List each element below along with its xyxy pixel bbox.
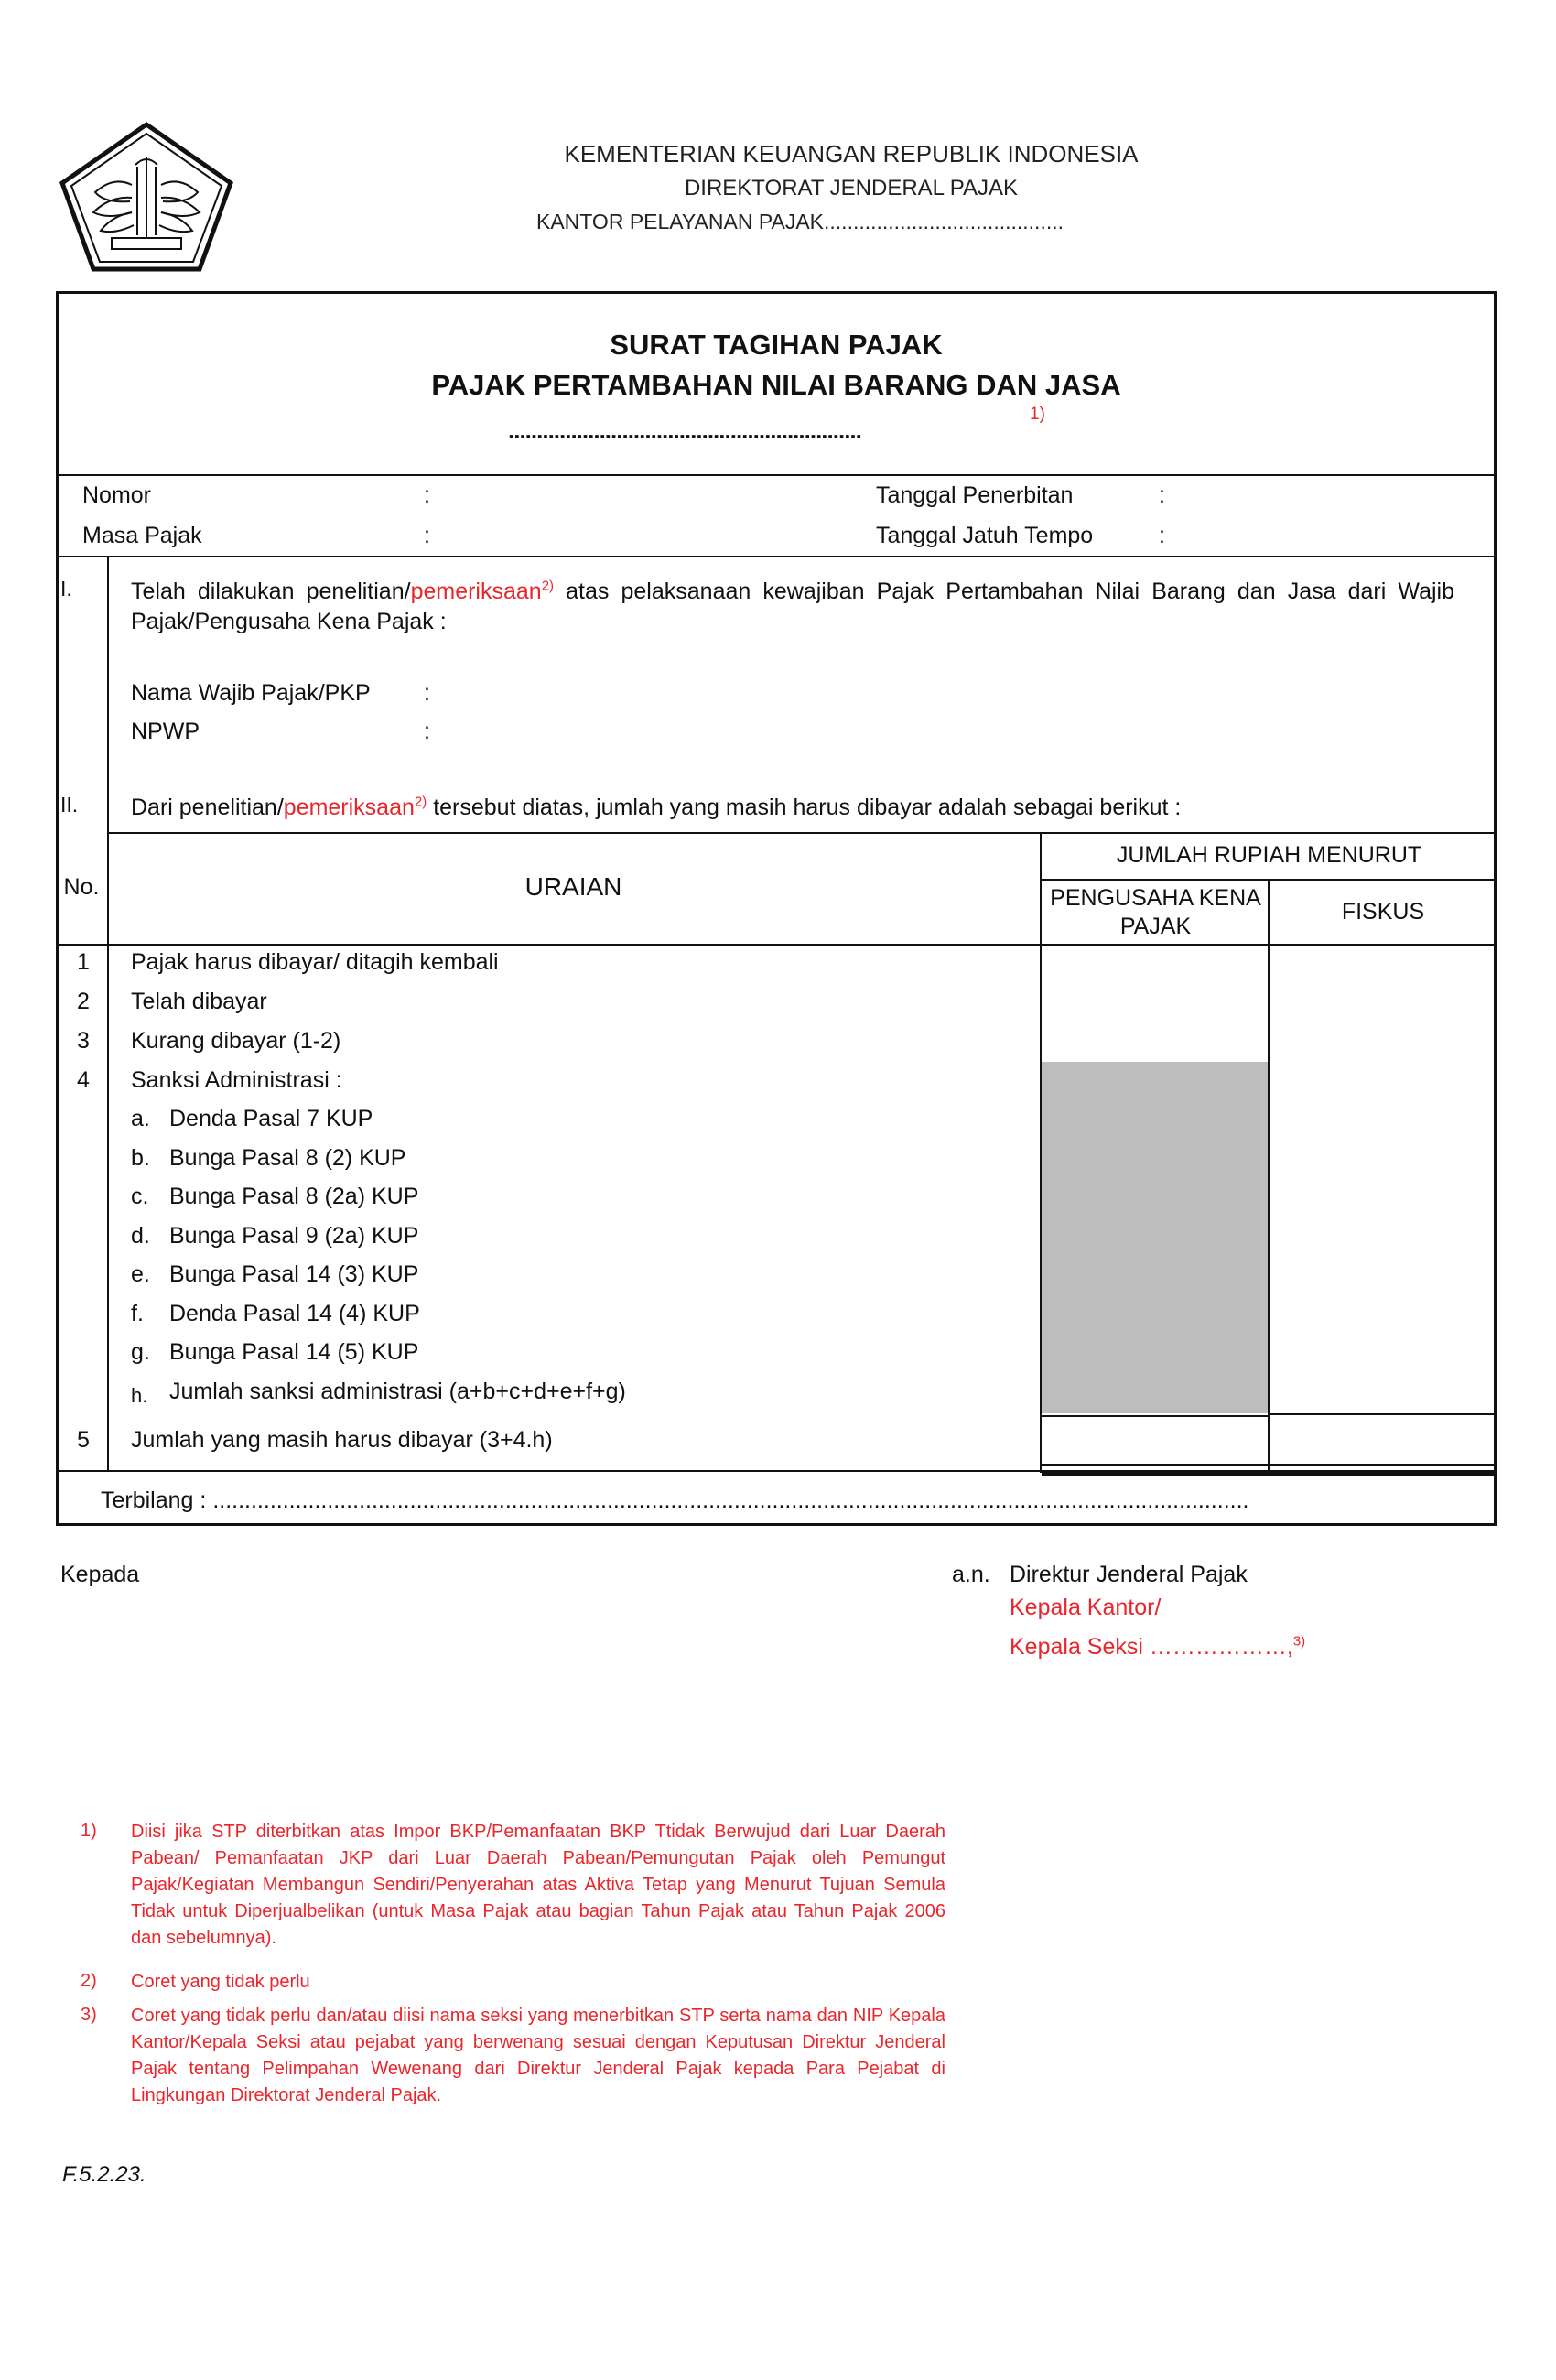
form-subtitle: PAJAK PERTAMBAHAN NILAI BARANG DAN JASA [431,369,1121,401]
kepala-kantor-label: Kepala Kantor/ [1010,1595,1162,1620]
footnote-2-num: 2) [81,1971,97,1991]
terbilang-dots: ................................................................................................................................................................... [212,1488,1249,1513]
row-description: Telah dibayar [131,989,267,1014]
kepala-seksi-label [1010,1634,1305,1661]
ministry-emblem-icon [59,121,234,273]
npwp-label: NPWP [131,719,200,744]
row-description: Bunga Pasal 9 (2a) KUP [169,1223,419,1249]
section-1-text: Telah dilakukan penelitian/ [131,579,411,604]
footnote-1-text: Diisi jika STP diterbitkan atas Impor BKP/Pemanfaatan BKP Ttidak Berwujud dari Luar Daerah Pabean/ Pemanfaatan JKP dari Luar Daerah Pabean/Pemungutan Pajak oleh Pemungut Pajak/Kegiatan Membangun Sendiri/Penyerahan atas Aktiva Tetap yang Menurut Tujuan Semula Tidak untuk Diperjualbelikan (untuk Masa Pajak atau bagian Tahun Pajak atau Tahun Pajak 2006 dan sebelumnya). [131,1822,945,1948]
directorate-name: DIREKTORAT JENDERAL PAJAK [684,176,1019,200]
divider [1269,1413,1497,1415]
row-description: Sanksi Administrasi : [131,1067,342,1093]
row-description: Bunga Pasal 8 (2a) KUP [169,1184,419,1209]
section-1-ref: 2) [541,578,555,594]
section-2-ref: 2) [414,794,427,810]
row-description: Pajak harus dibayar/ ditagih kembali [131,949,499,975]
kepala-seksi-ref: 3) [1292,1633,1306,1650]
masa-pajak-label: Masa Pajak [82,523,202,548]
terbilang-line [101,1488,1455,1514]
nama-wp-label: Nama Wajib Pajak/PKP [131,680,371,706]
divider [107,832,1497,834]
row-letter: b. [131,1145,150,1171]
footnote-3-num: 3) [81,2005,97,2025]
kepada-label: Kepada [60,1562,140,1587]
footnote-3-text: Coret yang tidak perlu dan/atau diisi nama seksi yang menerbitkan STP serta nama dan NIP Kepala Kantor/Kepala Seksi atau pejabat yang berwenang sesuai dengan Keputusan Direktur Jenderal Pajak tentang Pelimpahan Wewenang dari Direktur Jenderal Pajak kepada Para Pejabat di Lingkungan Direktorat Jenderal Pajak. [131,2006,945,2105]
npwp-colon: : [424,719,430,744]
section-2-numeral: II. [60,793,79,817]
row-description: Bunga Pasal 14 (3) KUP [169,1261,419,1287]
section-1-text-rest: atas pelaksanaan kewajiban Pajak Pertambahan Nilai Barang dan Jasa dari Wajib Pajak/Pengusaha Kena Pajak : [131,579,1454,634]
section-1-pemeriksaan: pemeriksaan [410,579,542,604]
section-2-text-rest: tersebut diatas, jumlah yang masih harus dibayar adalah sebagai berikut : [427,795,1182,820]
section-1-numeral: I. [60,577,72,600]
divider [56,474,1497,476]
footnote-1-num: 1) [81,1821,97,1841]
form-title: SURAT TAGIHAN PAJAK [610,329,943,361]
footnote-2-text: Coret yang tidak perlu [131,1972,310,1992]
nomor-colon: : [424,482,430,508]
row-letter: f. [131,1301,144,1326]
row-letter: g. [131,1339,150,1365]
row-description: Bunga Pasal 14 (5) KUP [169,1339,419,1365]
kepala-seksi-text: Kepala Seksi ………………, [1010,1634,1293,1660]
nomor-label: Nomor [82,482,152,508]
row-description: Jumlah sanksi administrasi (a+b+c+d+e+f+g) [169,1379,626,1404]
ministry-name: KEMENTERIAN KEUANGAN REPUBLIK INDONESIA [564,140,1139,168]
divider [56,944,1497,946]
masa-pajak-colon: : [424,523,430,548]
row-number: 2 [77,989,90,1014]
row-description: Bunga Pasal 8 (2) KUP [169,1145,406,1171]
row-number: 4 [77,1067,90,1093]
section-2-text: Dari penelitian/ [131,795,284,820]
row-letter: a. [131,1106,150,1131]
tanggal-jatuh-tempo-label: Tanggal Jatuh Tempo [876,523,1094,548]
title-dots: .............................................................. [508,416,861,444]
divider [1042,1415,1269,1417]
row-letter: d. [131,1223,150,1249]
row-number: 5 [77,1427,90,1453]
col-header-uraian: URAIAN [524,872,622,901]
col-header-jumlah: JUMLAH RUPIAH MENURUT [1116,842,1422,868]
form-code: F.5.2.23. [62,2162,146,2187]
tanggal-penerbitan-label: Tanggal Penerbitan [876,482,1074,508]
row-description: Jumlah yang masih harus dibayar (3+4.h) [131,1427,553,1453]
director-label: Direktur Jenderal Pajak [1010,1562,1248,1587]
section-2-pemeriksaan: pemeriksaan [283,795,415,820]
title-footnote-ref: 1) [1030,405,1045,424]
col-header-pkp: PENGUSAHA KENA PAJAK [1050,885,1261,939]
section-2-paragraph [131,793,1454,823]
an-label: a.n. [952,1562,990,1587]
col-header-fiskus: FISKUS [1341,899,1425,925]
section-1-paragraph [131,577,1454,637]
row-description: Denda Pasal 7 KUP [169,1106,373,1131]
row-number: 1 [77,949,90,975]
nama-wp-colon: : [424,680,430,706]
divider [56,556,1497,557]
terbilang-label: Terbilang : [101,1488,207,1513]
row-letter: c. [131,1184,149,1209]
row-description: Kurang dibayar (1-2) [131,1028,341,1054]
col-header-no: No. [63,874,100,900]
tax-office-name: KANTOR PELAYANAN PAJAK......................................... [536,210,1064,233]
row-letter: h. [131,1384,148,1407]
divider [56,1470,1042,1472]
tanggal-jatuh-tempo-colon: : [1159,523,1165,548]
row-letter: e. [131,1261,150,1287]
shaded-cell [1042,1062,1268,1413]
divider [1268,879,1270,1474]
row-number: 3 [77,1028,90,1054]
tanggal-penerbitan-colon: : [1159,482,1165,508]
row-description: Denda Pasal 14 (4) KUP [169,1301,420,1326]
